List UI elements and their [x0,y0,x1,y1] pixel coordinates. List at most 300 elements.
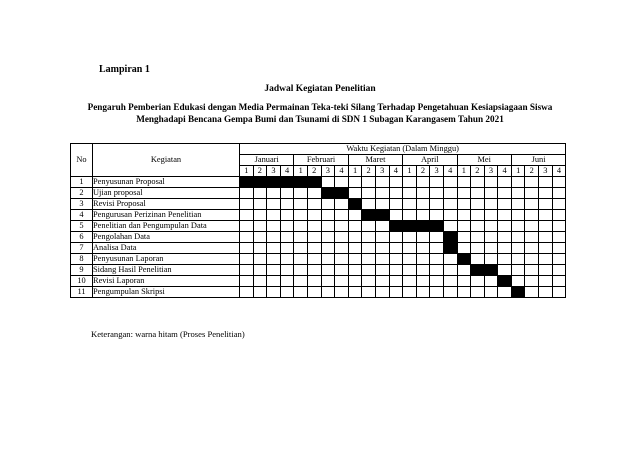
row-number: 1 [71,177,93,188]
header-no: No [71,144,93,177]
header-week: 1 [294,166,308,177]
schedule-cell [307,287,321,298]
schedule-cell [430,177,444,188]
schedule-cell [430,276,444,287]
schedule-cell [457,232,471,243]
schedule-cell [403,199,417,210]
schedule-cell [430,265,444,276]
schedule-cell [443,177,457,188]
schedule-cell [362,177,376,188]
row-activity: Pengurusan Perizinan Penelitian [93,210,240,221]
schedule-cell [471,221,485,232]
schedule-cell [471,188,485,199]
schedule-cell [375,287,389,298]
schedule-cell [267,276,281,287]
schedule-cell [375,254,389,265]
schedule-cell [335,177,349,188]
schedule-cell [348,232,362,243]
schedule-cell [362,243,376,254]
schedule-cell [253,221,267,232]
schedule-cell [430,232,444,243]
schedule-cell [484,243,498,254]
schedule-cell [443,287,457,298]
schedule-cell [416,243,430,254]
schedule-cell-filled [375,210,389,221]
schedule-cell [498,254,512,265]
header-week: 3 [430,166,444,177]
row-number: 2 [71,188,93,199]
row-activity: Revisi Proposal [93,199,240,210]
row-activity: Ujian proposal [93,188,240,199]
schedule-cell [471,232,485,243]
schedule-cell [403,243,417,254]
header-month: Juni [511,155,565,166]
schedule-cell [307,221,321,232]
schedule-cell-filled [498,276,512,287]
schedule-cell [294,276,308,287]
schedule-cell [525,177,539,188]
row-number: 8 [71,254,93,265]
schedule-cell [321,276,335,287]
schedule-cell-filled [307,177,321,188]
schedule-cell [280,243,294,254]
row-activity: Sidang Hasil Penelitian [93,265,240,276]
header-week: 4 [335,166,349,177]
header-week: 1 [348,166,362,177]
schedule-cell [457,243,471,254]
header-week: 4 [552,166,566,177]
schedule-cell [430,243,444,254]
schedule-cell [389,210,403,221]
schedule-cell [511,221,525,232]
schedule-cell [389,287,403,298]
header-week: 4 [443,166,457,177]
schedule-cell [348,221,362,232]
schedule-cell-filled [457,254,471,265]
schedule-cell [335,287,349,298]
schedule-cell [552,243,566,254]
header-time: Waktu Kegiatan (Dalam Minggu) [240,144,566,155]
schedule-cell [511,210,525,221]
schedule-cell-filled [348,199,362,210]
schedule-cell [443,276,457,287]
schedule-cell [471,210,485,221]
schedule-cell [484,199,498,210]
schedule-cell [253,188,267,199]
schedule-cell [389,177,403,188]
schedule-cell [280,265,294,276]
schedule-cell [335,243,349,254]
schedule-cell [321,221,335,232]
schedule-cell [280,188,294,199]
header-month: April [403,155,457,166]
schedule-cell-filled [253,177,267,188]
schedule-cell [484,188,498,199]
schedule-cell [389,199,403,210]
schedule-cell-filled [443,243,457,254]
schedule-cell [552,254,566,265]
schedule-cell [539,243,553,254]
schedule-cell [539,232,553,243]
schedule-cell [335,232,349,243]
schedule-cell [267,254,281,265]
schedule-cell [294,265,308,276]
header-week: 1 [457,166,471,177]
schedule-cell-filled [511,287,525,298]
schedule-cell [362,265,376,276]
schedule-cell [321,232,335,243]
schedule-cell [375,243,389,254]
schedule-cell [511,199,525,210]
row-activity: Penelitian dan Pengumpulan Data [93,221,240,232]
schedule-cell [307,276,321,287]
table-row [71,199,566,210]
schedule-cell [457,177,471,188]
schedule-cell [416,287,430,298]
header-month: Februari [294,155,348,166]
schedule-cell [416,199,430,210]
schedule-cell [457,221,471,232]
schedule-cell-filled [471,265,485,276]
research-schedule-table [70,143,566,298]
schedule-cell [335,254,349,265]
schedule-cell [525,243,539,254]
schedule-cell [240,188,254,199]
schedule-cell [294,287,308,298]
schedule-cell [484,276,498,287]
schedule-cell [403,177,417,188]
schedule-cell [280,199,294,210]
schedule-cell [267,243,281,254]
schedule-cell [267,199,281,210]
table-row [71,177,566,188]
schedule-cell [267,188,281,199]
schedule-cell [552,276,566,287]
schedule-cell [348,287,362,298]
schedule-cell [294,210,308,221]
schedule-cell [539,254,553,265]
schedule-cell [484,210,498,221]
schedule-cell [240,232,254,243]
schedule-cell [403,188,417,199]
schedule-cell [552,221,566,232]
header-week: 3 [539,166,553,177]
header-week: 1 [511,166,525,177]
schedule-cell [511,254,525,265]
schedule-cell [416,232,430,243]
schedule-cell [457,287,471,298]
schedule-cell [335,221,349,232]
schedule-cell [267,265,281,276]
schedule-cell [403,265,417,276]
schedule-cell [443,265,457,276]
header-week: 3 [267,166,281,177]
schedule-cell [525,199,539,210]
schedule-cell [403,210,417,221]
schedule-cell-filled [389,221,403,232]
schedule-cell-filled [267,177,281,188]
schedule-cell [335,199,349,210]
schedule-cell [511,243,525,254]
header-week: 2 [471,166,485,177]
schedule-cell [471,287,485,298]
schedule-cell [443,188,457,199]
schedule-cell [552,287,566,298]
schedule-cell [280,221,294,232]
schedule-cell [307,232,321,243]
header-week: 2 [253,166,267,177]
schedule-cell [307,210,321,221]
schedule-cell [253,210,267,221]
schedule-cell [443,254,457,265]
schedule-cell [240,199,254,210]
schedule-cell [348,188,362,199]
header-week: 1 [403,166,417,177]
schedule-cell [294,254,308,265]
schedule-cell [240,276,254,287]
schedule-cell [267,232,281,243]
schedule-cell [511,188,525,199]
row-number: 9 [71,265,93,276]
schedule-cell [307,188,321,199]
schedule-cell-filled [294,177,308,188]
table-row [71,287,566,298]
schedule-cell [457,265,471,276]
schedule-cell [552,199,566,210]
schedule-cell [280,210,294,221]
schedule-cell [484,287,498,298]
schedule-cell [498,221,512,232]
schedule-cell [498,232,512,243]
schedule-cell [240,287,254,298]
schedule-cell [294,199,308,210]
schedule-cell [240,243,254,254]
schedule-cell [280,254,294,265]
schedule-cell [471,243,485,254]
table-row [71,221,566,232]
schedule-cell [307,254,321,265]
schedule-cell [389,276,403,287]
schedule-cell-filled [403,221,417,232]
table-row [71,254,566,265]
row-number: 11 [71,287,93,298]
schedule-cell [240,265,254,276]
schedule-cell [498,188,512,199]
schedule-cell [430,210,444,221]
schedule-cell [362,254,376,265]
schedule-cell [375,221,389,232]
schedule-cell [552,210,566,221]
schedule-cell [539,188,553,199]
research-title-line-1: Pengaruh Pemberian Edukasi dengan Media Permainan Teka-teki Silang Terhadap Pengetahuan Kesiapsiagaan Siswa [87,102,553,112]
schedule-cell [498,287,512,298]
schedule-cell [416,210,430,221]
schedule-title: Jadwal Kegiatan Penelitian [264,84,376,94]
schedule-cell [443,199,457,210]
schedule-cell [552,177,566,188]
schedule-cell [294,243,308,254]
schedule-cell [443,221,457,232]
schedule-cell [348,177,362,188]
schedule-cell [321,199,335,210]
schedule-cell [240,254,254,265]
schedule-cell [525,276,539,287]
row-activity: Penyusunan Laporan [93,254,240,265]
schedule-cell [253,243,267,254]
schedule-cell [348,243,362,254]
schedule-cell-filled [335,188,349,199]
header-week: 4 [389,166,403,177]
schedule-cell [375,232,389,243]
schedule-cell [539,287,553,298]
row-activity: Pengumpulan Skripsi [93,287,240,298]
schedule-cell [498,265,512,276]
schedule-cell-filled [484,265,498,276]
schedule-cell [375,177,389,188]
row-activity: Analisa Data [93,243,240,254]
schedule-cell [294,221,308,232]
row-number: 7 [71,243,93,254]
schedule-cell [362,221,376,232]
schedule-cell [348,254,362,265]
schedule-cell [511,265,525,276]
header-week: 1 [240,166,254,177]
schedule-cell [307,199,321,210]
row-number: 3 [71,199,93,210]
schedule-cell [403,287,417,298]
header-week: 2 [525,166,539,177]
schedule-cell [403,254,417,265]
schedule-cell-filled [362,210,376,221]
schedule-cell [253,254,267,265]
table-row [71,276,566,287]
schedule-cell [253,232,267,243]
schedule-cell [498,243,512,254]
schedule-cell-filled [443,232,457,243]
header-week: 2 [362,166,376,177]
table-row [71,188,566,199]
table-row [71,232,566,243]
schedule-cell-filled [240,177,254,188]
schedule-cell [457,188,471,199]
row-number: 6 [71,232,93,243]
schedule-cell [471,199,485,210]
schedule-cell [362,188,376,199]
schedule-cell [525,221,539,232]
schedule-cell [525,210,539,221]
schedule-cell [280,232,294,243]
schedule-cell [430,287,444,298]
schedule-cell [253,199,267,210]
schedule-cell [403,232,417,243]
schedule-cell [539,199,553,210]
header-month: Januari [240,155,294,166]
schedule-cell [267,221,281,232]
schedule-cell [484,232,498,243]
header-week: 4 [280,166,294,177]
header-month: Maret [348,155,402,166]
schedule-cell [321,210,335,221]
schedule-cell [525,287,539,298]
schedule-cell [335,210,349,221]
schedule-cell [511,276,525,287]
schedule-cell [539,276,553,287]
schedule-cell [280,276,294,287]
schedule-cell-filled [416,221,430,232]
schedule-cell [430,199,444,210]
schedule-cell [280,287,294,298]
schedule-cell [430,188,444,199]
schedule-cell [267,287,281,298]
schedule-cell [348,265,362,276]
schedule-cell [525,232,539,243]
schedule-cell [362,276,376,287]
header-week: 4 [498,166,512,177]
schedule-cell [484,221,498,232]
schedule-cell [389,243,403,254]
schedule-cell [539,210,553,221]
research-title-line-2: Menghadapi Bencana Gempa Bumi dan Tsunami di SDN 1 Subagan Karangasem Tahun 2021 [136,114,504,124]
schedule-cell [552,188,566,199]
schedule-cell [321,177,335,188]
schedule-cell [525,254,539,265]
schedule-cell [498,199,512,210]
schedule-cell [307,243,321,254]
schedule-cell [498,177,512,188]
schedule-cell [457,210,471,221]
schedule-cell [389,188,403,199]
schedule-cell [511,177,525,188]
schedule-cell [335,265,349,276]
schedule-cell [335,276,349,287]
schedule-cell [484,177,498,188]
schedule-cell [375,188,389,199]
schedule-cell-filled [430,221,444,232]
row-activity: Penyusunan Proposal [93,177,240,188]
schedule-cell [240,210,254,221]
header-week: 3 [321,166,335,177]
schedule-cell [552,265,566,276]
schedule-cell [375,276,389,287]
schedule-cell [389,232,403,243]
schedule-cell [457,276,471,287]
schedule-cell [416,254,430,265]
schedule-cell [307,265,321,276]
row-activity: Pengolahan Data [93,232,240,243]
schedule-cell [267,210,281,221]
schedule-cell [375,199,389,210]
schedule-cell [457,199,471,210]
schedule-cell [484,254,498,265]
schedule-cell [389,265,403,276]
schedule-cell [403,276,417,287]
schedule-cell [416,276,430,287]
schedule-cell [471,177,485,188]
schedule-cell [240,221,254,232]
row-number: 5 [71,221,93,232]
schedule-cell-filled [321,188,335,199]
schedule-cell [253,265,267,276]
table-row [71,265,566,276]
schedule-cell-filled [280,177,294,188]
schedule-cell [362,287,376,298]
row-number: 10 [71,276,93,287]
schedule-cell [375,265,389,276]
schedule-cell [321,254,335,265]
schedule-cell [348,276,362,287]
schedule-cell [525,265,539,276]
legend-note: Keterangan: warna hitam (Proses Penelitian) [91,329,245,339]
